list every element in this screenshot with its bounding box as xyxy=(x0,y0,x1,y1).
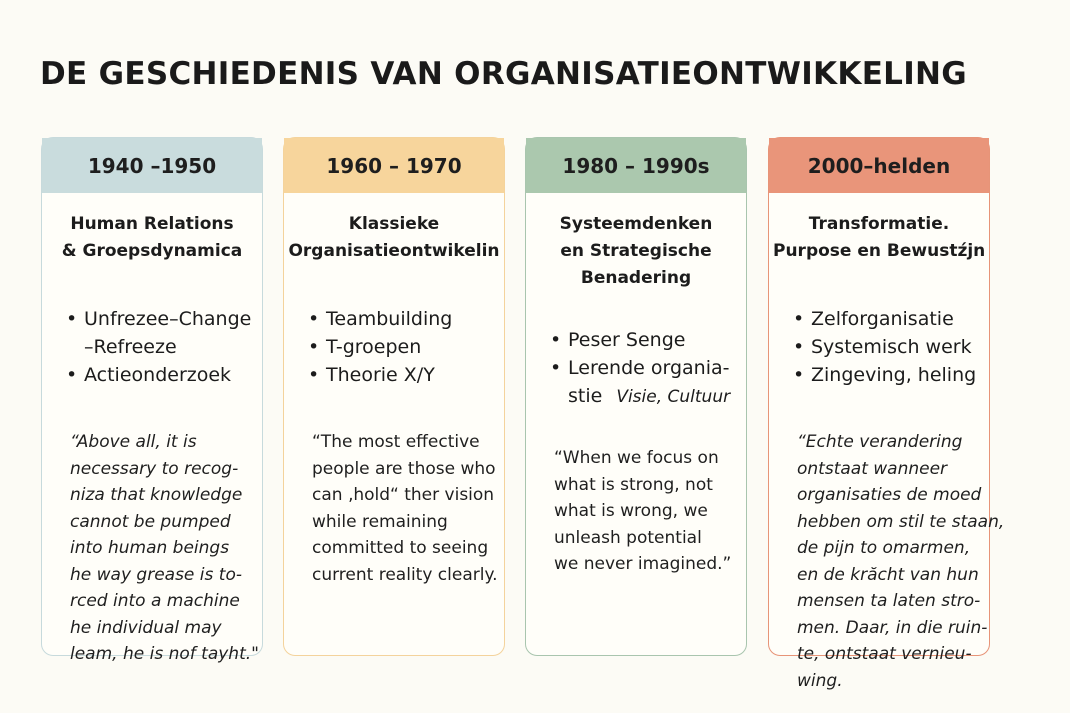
bullet-text: • Theorie X/Y xyxy=(326,364,435,386)
bullet-text: • Unfrezee–Change xyxy=(84,308,252,330)
card-period-header: 1940 –1950 xyxy=(42,138,262,193)
card-quote xyxy=(769,429,1005,694)
quote-line: while remaining xyxy=(312,511,448,532)
card-subtitle xyxy=(284,211,504,265)
quote-line: “When we focus on xyxy=(554,448,719,468)
card-quote xyxy=(42,429,262,668)
subtitle-line: Klassieke xyxy=(348,214,440,234)
bullet-text: • Zingeving, heling xyxy=(811,364,977,386)
timeline-card-1980-1990s xyxy=(525,137,747,656)
bullet-text: • Teambuilding xyxy=(326,308,453,330)
bullet-item xyxy=(793,361,989,389)
card-period-header: 2000–helden xyxy=(769,138,989,193)
quote-line: he way grease is to- xyxy=(70,564,242,585)
bullet-item xyxy=(550,326,746,354)
quote-line: en de krăcht van hun xyxy=(797,564,979,585)
quote-line: can ‚hold“ ther vision xyxy=(312,485,495,505)
quote-line: hebben om stil te staan, xyxy=(797,511,1005,532)
card-subtitle xyxy=(526,211,746,292)
timeline-card-1940-1950 xyxy=(41,137,263,664)
quote-line: organisaties de moed xyxy=(797,485,982,505)
subtitle-line: Transformatie. xyxy=(808,214,950,234)
timeline-card-1960-1970 xyxy=(283,137,505,656)
bullet-item xyxy=(66,305,262,361)
subtitle-line: & Groepsdynamica xyxy=(61,241,243,261)
bullet-text: stie xyxy=(568,385,603,407)
card-subtitle xyxy=(769,211,989,265)
subtitle-line: Human Relations xyxy=(70,214,234,234)
bullet-item xyxy=(793,305,989,333)
quote-line: men. Daar, in die ruin- xyxy=(797,617,988,638)
card-bullet-list xyxy=(769,305,989,389)
quote-line: he individual may xyxy=(70,617,222,638)
bullet-text: • T-groepen xyxy=(326,336,422,358)
quote-line: rced into a machine xyxy=(70,591,240,611)
quote-line: de pijn to omarmen, xyxy=(797,538,971,558)
card-quote xyxy=(526,445,746,578)
bullet-text: • Peser Senge xyxy=(568,329,686,351)
subtitle-line: Purpose en Bewustźjn xyxy=(773,241,986,261)
bullet-item xyxy=(550,354,746,411)
bullet-text: –Refreeze xyxy=(84,336,177,358)
card-period-header: 1960 – 1970 xyxy=(284,138,504,193)
bullet-text: • Systemisch werk xyxy=(811,336,972,358)
quote-line: unleash potential xyxy=(554,527,702,548)
bullet-item xyxy=(308,333,504,361)
quote-line: necessary to recog- xyxy=(70,458,239,479)
quote-line: ontstaat wanneer xyxy=(797,458,948,479)
bullet-extra-note: Visie, Cultuur xyxy=(616,387,731,407)
bullet-text: • Zelforganisatie xyxy=(811,308,954,330)
quote-line: wing. xyxy=(797,670,843,691)
card-subtitle xyxy=(42,211,262,265)
quote-line: current reality clearly. xyxy=(312,564,498,585)
quote-line: what is strong, not xyxy=(554,474,713,495)
quote-line: leam, he is nof tayht." xyxy=(70,644,259,664)
bullet-item xyxy=(793,333,989,361)
quote-line: what is wrong, we xyxy=(554,501,708,521)
subtitle-line: en Strategische xyxy=(560,241,712,261)
bullet-item xyxy=(308,305,504,333)
bullet-text-continued xyxy=(568,382,746,411)
page-title: DE GESCHIEDENIS VAN ORGANISATIEONTWIKKELING xyxy=(40,56,968,92)
quote-line: people are those who xyxy=(312,458,496,479)
quote-line: te, ontstaat vernieu- xyxy=(797,644,972,664)
quote-line: “Above all, it is xyxy=(70,432,197,452)
quote-line: committed to seeing xyxy=(312,538,489,558)
bullet-item xyxy=(308,361,504,389)
subtitle-line: Benadering xyxy=(580,268,692,288)
quote-line: mensen ta laten stro- xyxy=(797,591,981,611)
card-bullet-list xyxy=(42,305,262,389)
bullet-text: • Actieonderzoek xyxy=(84,364,232,386)
card-quote xyxy=(284,429,504,588)
card-bullet-list xyxy=(284,305,504,389)
card-bullet-list xyxy=(526,326,746,411)
timeline-card-2000-helden xyxy=(768,137,1005,691)
quote-line: cannot be pumped xyxy=(70,511,231,532)
subtitle-line: Organisatieontwikelin xyxy=(288,241,500,261)
bullet-text: • Lerende organia- xyxy=(568,357,730,379)
quote-line: into human beings xyxy=(70,538,230,558)
quote-line: we never imagined.” xyxy=(554,554,732,574)
bullet-item xyxy=(66,361,262,389)
quote-line: “The most effective xyxy=(312,432,480,452)
card-period-header: 1980 – 1990s xyxy=(526,138,746,193)
quote-line: “Echte verandering xyxy=(797,432,963,452)
quote-line: niza that knowledge xyxy=(70,485,243,505)
subtitle-line: Systeemdenken xyxy=(559,214,713,234)
